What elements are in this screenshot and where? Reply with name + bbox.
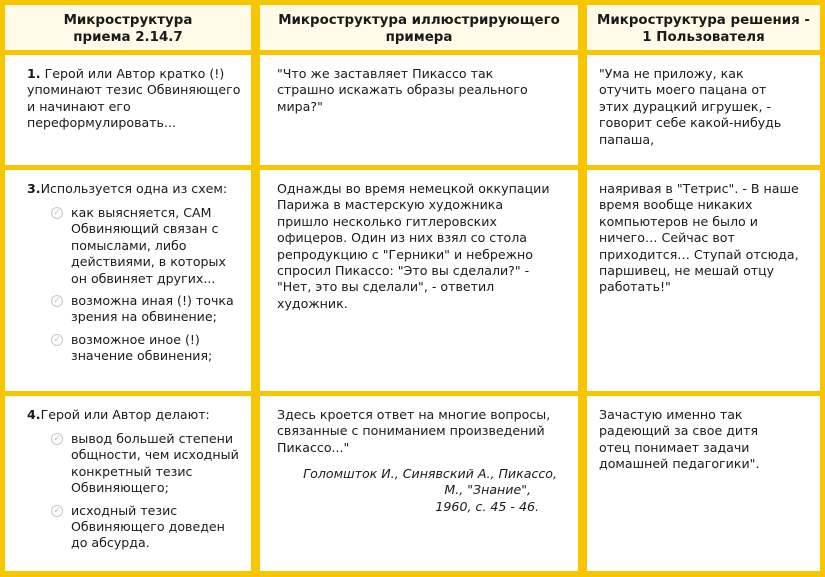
row2-col1-intro xyxy=(27,181,242,197)
row1-number: 1. xyxy=(27,66,41,81)
row1-col3 xyxy=(587,55,820,165)
row3-citation xyxy=(277,466,557,515)
check-circle-icon: ✓ xyxy=(51,433,63,445)
row1-col2-text: "Что же заставляет Пикассо так страшно искажать образы реального мира?" xyxy=(277,66,528,114)
row2-option xyxy=(51,293,241,326)
row3-col3 xyxy=(587,396,820,571)
row2-option xyxy=(51,205,241,287)
row3-col3-text: Зачастую именно так радеющий за свое дитя отец понимает задачи домашней педагогики". xyxy=(599,407,760,472)
header-col3-text: Микроструктура решения - 1 Пользователя xyxy=(597,13,810,45)
row3-col1-intro xyxy=(27,407,242,423)
row3-option-text: вывод большей степени общности, чем исходный конкретный тезис Обвиняющего; xyxy=(71,431,239,496)
row3-option xyxy=(51,431,241,497)
citation-line: М., "Знание", xyxy=(444,482,531,498)
header-col3 xyxy=(587,5,820,50)
header-col2-text: Микроструктура иллюстрирующего примера xyxy=(278,13,560,45)
row1-col3-text: "Ума не приложу, как отучить моего пацана от этих дурацкий игрушек, - говорит себе какой-нибудь папаша, xyxy=(599,66,782,147)
row3-number: 4. xyxy=(27,407,41,422)
row2-option-text: возможное иное (!) значение обвинения; xyxy=(71,331,213,364)
header-col2 xyxy=(260,5,578,50)
header-col1 xyxy=(5,5,251,50)
check-circle-icon: ✓ xyxy=(51,295,63,307)
row2-option xyxy=(51,332,241,365)
row3-option-text: исходный тезис Обвиняющего доведен до абсурда. xyxy=(71,502,225,551)
row3-options-list xyxy=(51,431,241,558)
row2-col3-text: наяривая в "Тетрис". - В наше время вообще никаких компьютеров не было и ничего… Сейчас вот приходится… Ступай отсюда, паршивец, не мешай отцу работать!" xyxy=(599,181,799,295)
citation-line: Голомшток И., Синявский А., Пикассо, xyxy=(303,466,557,481)
row3-intro-text: Герой или Автор делают: xyxy=(40,407,210,422)
row2-col1 xyxy=(5,170,251,391)
row1-col1-text xyxy=(27,66,242,132)
header-col1-text: Микроструктура приема 2.14.7 xyxy=(63,13,193,45)
row2-col2 xyxy=(260,170,578,391)
row3-col2-text: Здесь кроется ответ на многие вопросы, связанные с пониманием произведений Пикассо..." xyxy=(277,407,551,455)
row1-col2 xyxy=(260,55,578,165)
check-circle-icon: ✓ xyxy=(51,505,63,517)
row2-options-list xyxy=(51,205,241,371)
row2-col3 xyxy=(587,170,820,391)
row2-option-text: возможна иная (!) точка зрения на обвинение; xyxy=(71,293,234,325)
row3-col1 xyxy=(5,396,251,571)
row2-intro-text: Используется одна из схем: xyxy=(40,181,228,196)
check-circle-icon: ✓ xyxy=(51,334,63,346)
row1-col1 xyxy=(5,55,251,165)
row1-col1-body: Герой или Автор кратко (!) упоминают тезис Обвиняющего и начинают его переформулировать... xyxy=(27,66,241,131)
row2-number: 3. xyxy=(27,181,41,196)
citation-line: 1960, с. 45 - 46. xyxy=(435,498,539,514)
row3-option xyxy=(51,503,241,552)
row3-col2 xyxy=(260,396,578,571)
check-circle-icon: ✓ xyxy=(51,207,63,219)
row2-col2-text: Однажды во время немецкой оккупации Парижа в мастерскую художника пришло несколько гитлеровских офицеров. Один из них взял со стола репродукцию с "Герники" и небрежно спросил Пикассо: "Это вы сделали?" - "Нет, это вы сделали", - ответил художник. xyxy=(277,181,550,311)
row2-option-text: как выясняется, САМ Обвиняющий связан с помыслами, либо действиями, в которых он обвиняет других... xyxy=(71,205,226,286)
